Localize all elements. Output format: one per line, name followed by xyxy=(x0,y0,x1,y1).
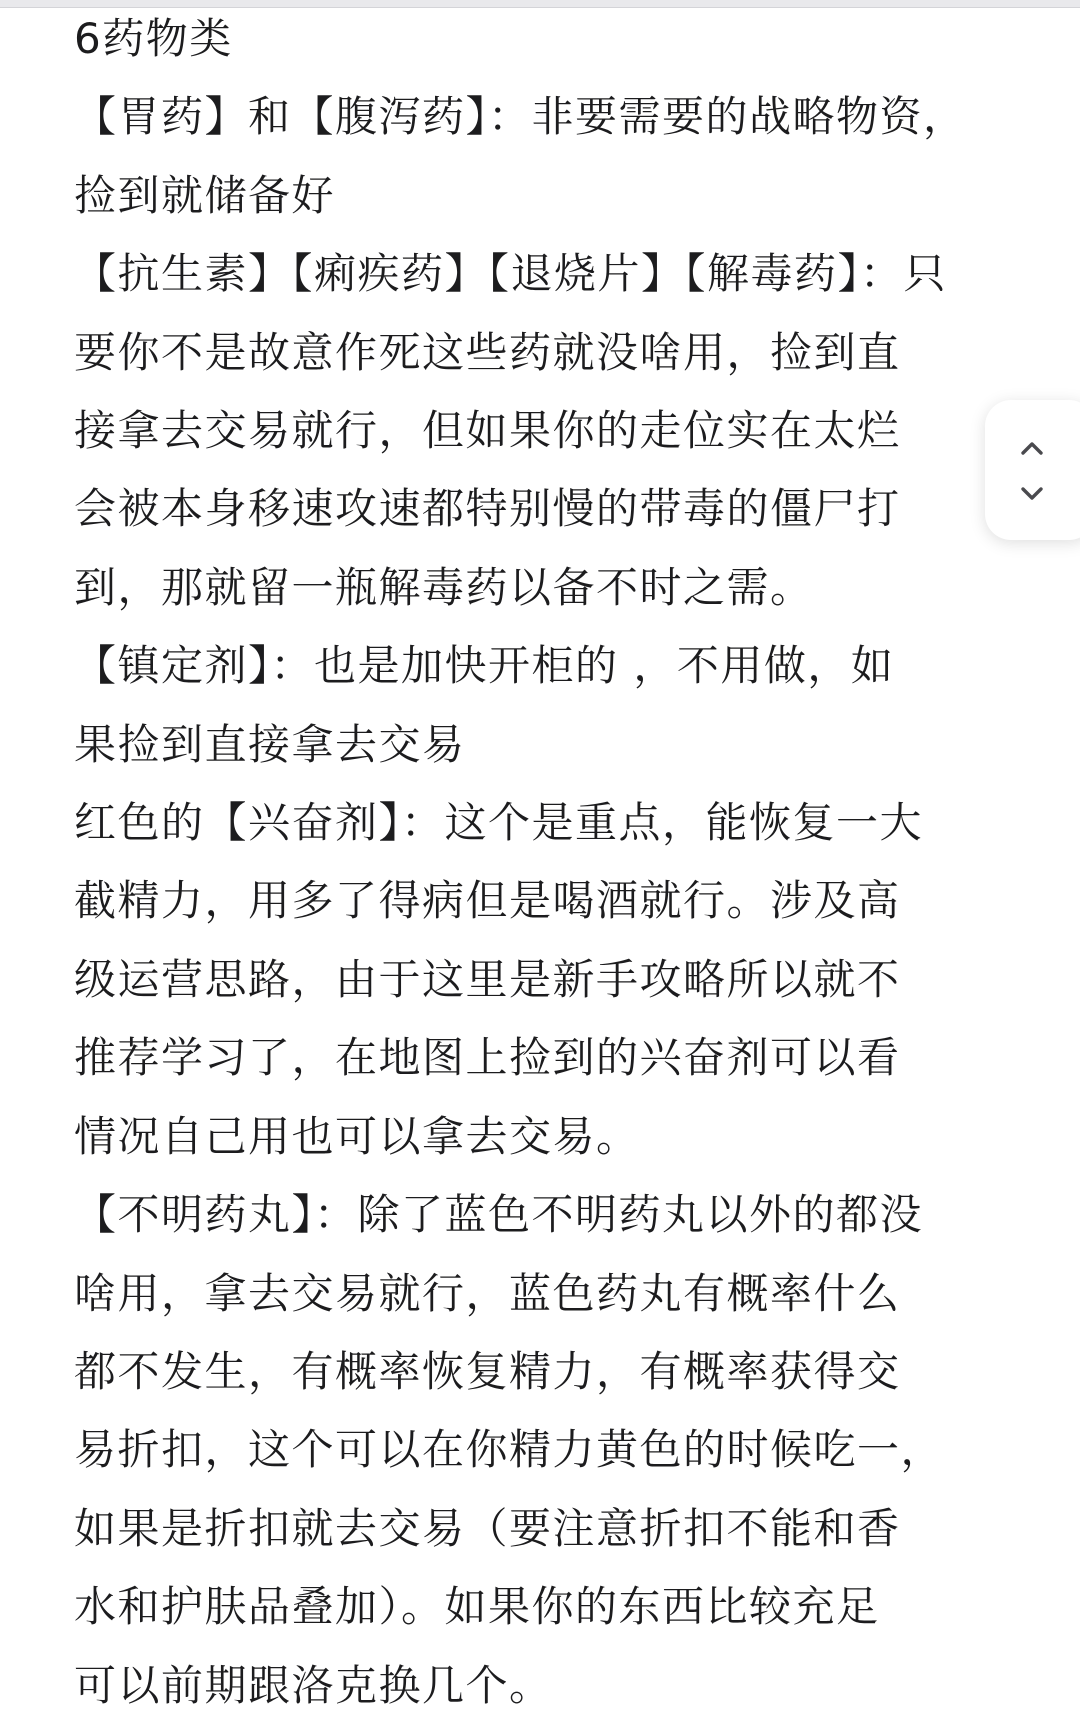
text-line: 【镇定剂】：也是加快开柜的 ，不用做，如 xyxy=(74,641,895,691)
text-line: 都不发生，有概率恢复精力，有概率获得交 xyxy=(74,1346,901,1396)
text-line: 如果是折扣就去交易（要注意折扣不能和香 xyxy=(74,1503,901,1553)
text-line: 可以前期跟洛克换几个。 xyxy=(74,1660,553,1710)
chevron-down-icon xyxy=(1015,476,1049,510)
text-line: 啥用，拿去交易就行，蓝色药丸有概率什么 xyxy=(74,1268,901,1318)
scroll-up-button[interactable] xyxy=(1015,432,1049,466)
text-line: 水和护肤品叠加）。如果你的东西比较充足 xyxy=(74,1582,880,1632)
text-line: 【不明药丸】：除了蓝色不明药丸以外的都没 xyxy=(74,1190,924,1240)
text-line: 【胃药】和【腹泻药】：非要需要的战略物资， xyxy=(74,92,967,142)
text-line: 到，那就留一瓶解毒药以备不时之需。 xyxy=(74,562,814,612)
text-line: 要你不是故意作死这些药就没啥用，捡到直 xyxy=(74,327,901,377)
chevron-up-icon xyxy=(1015,432,1049,466)
text-line: 截精力，用多了得病但是喝酒就行。涉及高 xyxy=(74,876,901,926)
text-line: 果捡到直接拿去交易 xyxy=(74,719,466,769)
text-line: 会被本身移速攻速都特别慢的带毒的僵尸打 xyxy=(74,484,901,534)
text-line: 推荐学习了，在地图上捡到的兴奋剂可以看 xyxy=(74,1033,901,1083)
text-line: 捡到就储备好 xyxy=(74,170,336,220)
scroll-down-button[interactable] xyxy=(1015,476,1049,510)
section-heading: 6药物类 xyxy=(74,14,233,63)
text-line: 红色的【兴奋剂】：这个是重点，能恢复一大 xyxy=(74,798,924,848)
article-body xyxy=(74,0,1014,1725)
text-line: 【抗生素】【痢疾药】【退烧片】【解毒药】：只 xyxy=(74,249,948,299)
text-line: 易折扣，这个可以在你精力黄色的时候吃一， xyxy=(74,1425,945,1475)
text-line: 级运营思路，由于这里是新手攻略所以就不 xyxy=(74,954,901,1004)
scroll-navigator xyxy=(985,400,1080,540)
text-line: 情况自己用也可以拿去交易。 xyxy=(74,1111,640,1161)
text-line: 接拿去交易就行，但如果你的走位实在太烂 xyxy=(74,406,901,456)
